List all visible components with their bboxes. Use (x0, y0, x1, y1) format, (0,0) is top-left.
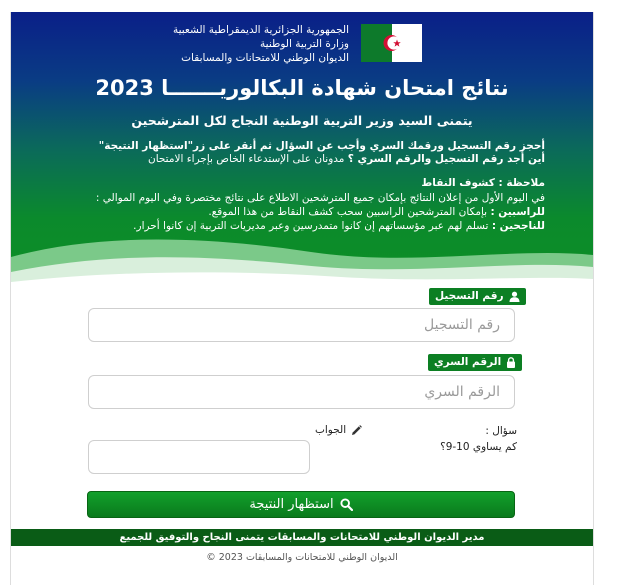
registration-number-label (429, 288, 526, 305)
note-line-3-rest: تسلم لهم عبر مؤسساتهم إن كانوا متمدرسين وعبر مديريات التربية إن كانوا أحرار. (133, 220, 492, 232)
page-subtitle: يتمنى السيد وزير التربية الوطنية النجاح لكل المترشحين (131, 113, 473, 128)
secret-number-label-text: الرقم السري (434, 356, 502, 368)
lock-icon (506, 357, 516, 368)
note-heading: ملاحظة : كشوف النقاط (421, 177, 545, 189)
note-line-2-rest: بإمكان المترشحين الراسبين سحب كشف النقاط من هذا الموقع. (208, 206, 491, 218)
instruction-line-2-rest: مدونان على الإستدعاء الخاص بإجراء الامتحان (147, 153, 348, 165)
show-result-button[interactable] (87, 491, 515, 518)
registration-number-field[interactable] (88, 308, 515, 342)
page-title: نتائج امتحان شهادة البكالوريـــــــا 2023 (95, 76, 509, 100)
answer-input[interactable] (89, 441, 309, 473)
note-line-3-bold: للناجحين : (491, 220, 545, 232)
footer-message-bar: مدير الديوان الوطني للامتحانات والمسابقات يتمنى النجاح والتوفيق للجميع (11, 529, 593, 546)
secret-number-field[interactable] (88, 375, 515, 409)
gov-line-republic: الجمهورية الجزائرية الديمقراطية الشعبية (172, 24, 349, 36)
page-frame (10, 12, 594, 585)
algeria-flag-icon (361, 24, 422, 62)
gov-line-office: الديوان الوطني للامتحانات والمسابقات (181, 52, 349, 64)
user-icon (509, 291, 520, 302)
secret-number-input[interactable] (89, 376, 514, 408)
government-heading (69, 23, 349, 65)
answer-field[interactable] (88, 440, 310, 474)
answer-label-text: الجواب (315, 424, 347, 436)
note-line-2 (25, 206, 545, 219)
decorative-waves (11, 227, 593, 287)
show-result-button-label: استظهار النتيجة (249, 497, 334, 512)
header-banner (11, 12, 593, 287)
secret-number-label (428, 354, 522, 371)
pencil-icon (351, 425, 362, 436)
instruction-line-1: أحجز رقم التسجيل ورقمك السري وأجب عن السؤال ثم أنقر على زر"استظهار النتيجة" (98, 140, 545, 152)
question-label: سؤال : (485, 425, 517, 437)
question-text: كم يساوي 10-9؟ (440, 441, 517, 453)
registration-number-input[interactable] (89, 309, 514, 341)
copyright-text: الديوان الوطني للامتحانات والمسابقات 2023 © (206, 552, 398, 563)
search-icon (340, 498, 353, 511)
registration-number-label-text: رقم التسجيل (435, 290, 504, 302)
answer-label (315, 424, 362, 436)
instruction-line-2 (25, 153, 545, 166)
note-line-1: في اليوم الأول من إعلان النتائج بإمكان جميع المترشحين الاطلاع على نتائج مختصرة وفي اليوم الموالي : (95, 192, 545, 204)
instruction-line-2-bold: أين أجد رقم التسجيل والرقم السري ؟ (347, 153, 545, 165)
gov-line-ministry: وزارة التربية الوطنية (260, 38, 349, 50)
note-line-2-bold: للراسبين : (490, 206, 545, 218)
